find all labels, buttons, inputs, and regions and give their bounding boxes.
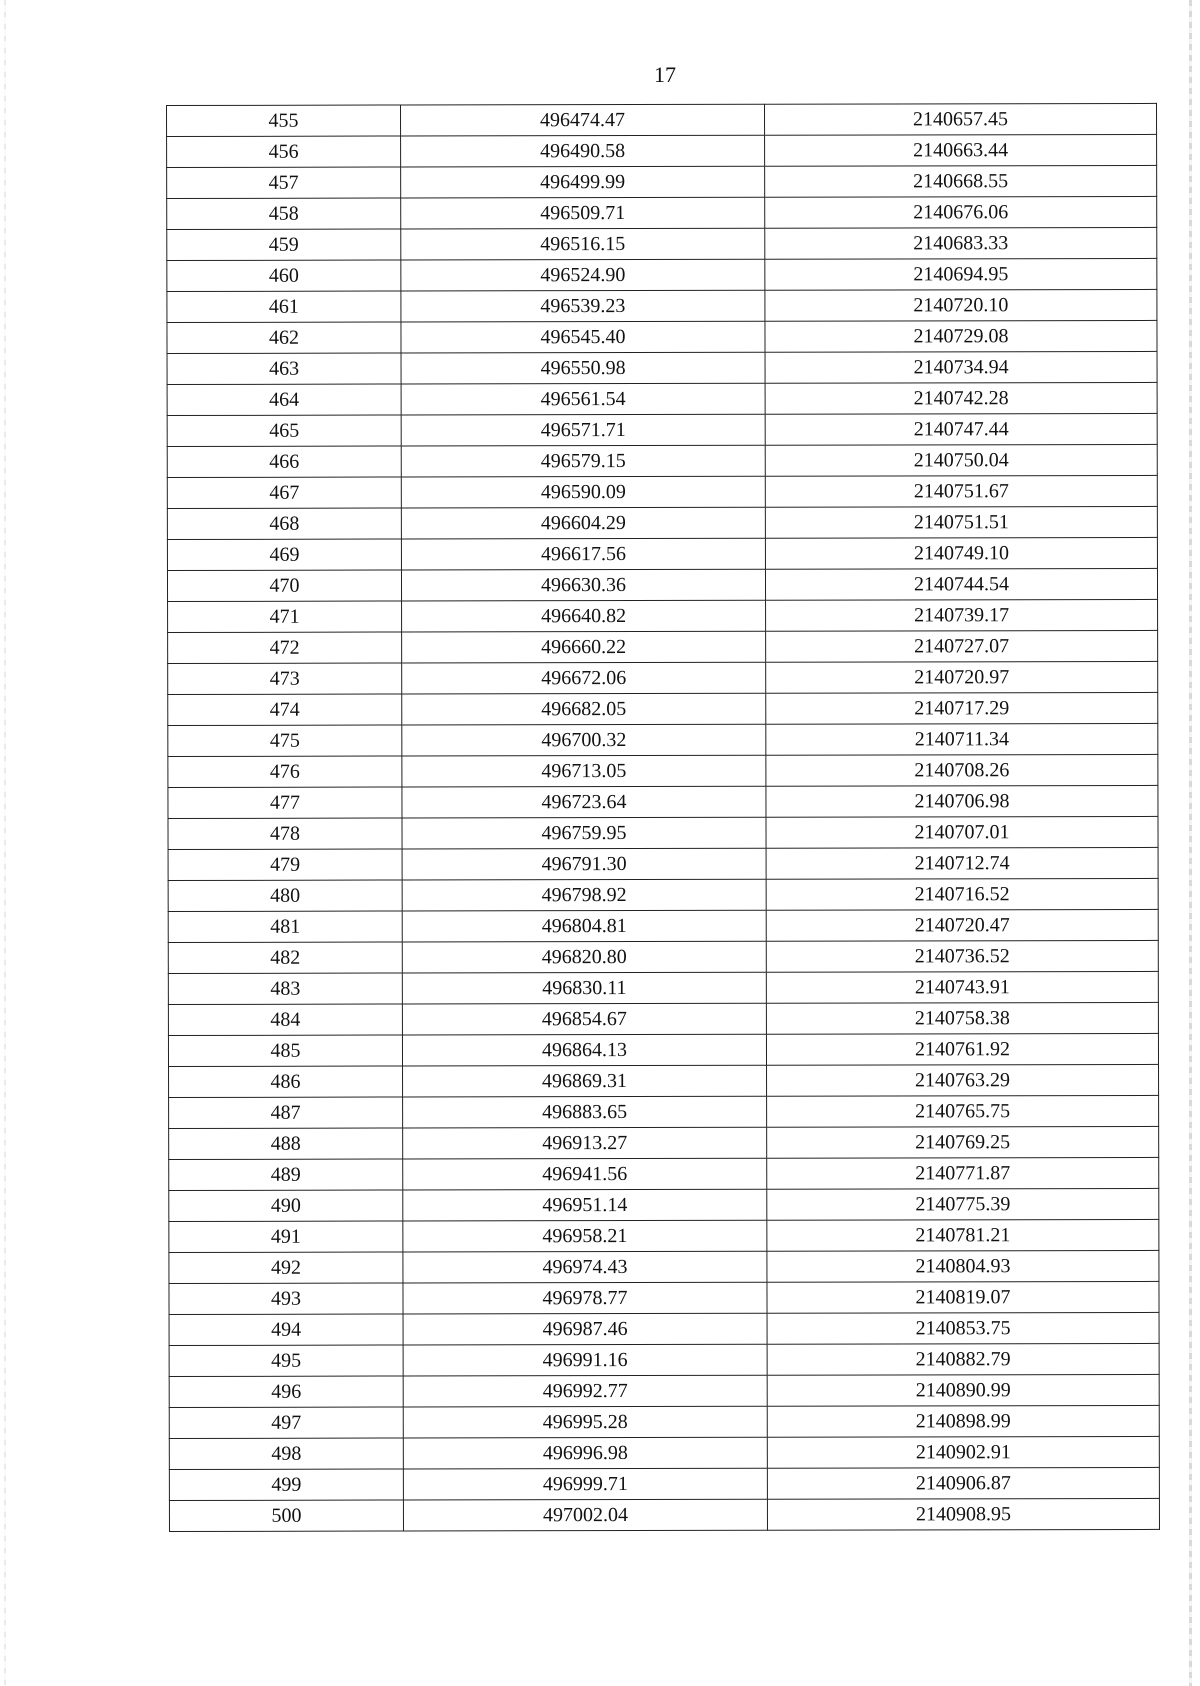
x-coordinate-cell: 496987.46 — [403, 1313, 767, 1345]
y-coordinate-cell: 2140734.94 — [765, 351, 1157, 383]
point-number-cell: 469 — [167, 539, 401, 570]
point-number-cell: 458 — [167, 198, 401, 229]
table-row — [169, 1219, 1159, 1252]
point-number-cell: 495 — [169, 1345, 403, 1376]
point-number-cell: 493 — [169, 1283, 403, 1314]
table-row — [167, 196, 1157, 229]
table-row — [168, 599, 1158, 632]
point-number-cell: 483 — [168, 973, 402, 1004]
point-number-cell: 491 — [169, 1221, 403, 1252]
table-row — [168, 909, 1158, 942]
table-row — [167, 103, 1157, 136]
y-coordinate-cell: 2140750.04 — [765, 444, 1157, 476]
table-row — [167, 413, 1157, 446]
point-number-cell: 486 — [169, 1066, 403, 1097]
x-coordinate-cell: 496830.11 — [402, 972, 766, 1004]
table-row — [169, 1095, 1159, 1128]
x-coordinate-cell: 496798.92 — [402, 879, 766, 911]
table-row — [168, 723, 1158, 756]
y-coordinate-cell: 2140720.97 — [766, 661, 1158, 693]
x-coordinate-cell: 496995.28 — [403, 1406, 767, 1438]
y-coordinate-cell: 2140908.95 — [767, 1498, 1159, 1530]
x-coordinate-cell: 496524.90 — [401, 259, 765, 291]
table-row — [167, 258, 1157, 291]
x-coordinate-cell: 496561.54 — [401, 383, 765, 415]
y-coordinate-cell: 2140781.21 — [767, 1219, 1159, 1251]
table-row — [168, 847, 1158, 880]
scan-edge-right — [1189, 0, 1192, 1686]
table-row — [169, 1064, 1159, 1097]
x-coordinate-cell: 496992.77 — [403, 1375, 767, 1407]
point-number-cell: 479 — [168, 849, 402, 880]
point-number-cell: 487 — [169, 1097, 403, 1128]
x-coordinate-cell: 496864.13 — [402, 1034, 766, 1066]
table-row — [167, 444, 1157, 477]
y-coordinate-cell: 2140663.44 — [765, 134, 1157, 166]
table-row — [169, 1188, 1159, 1221]
point-number-cell: 473 — [168, 663, 402, 694]
page-number: 17 — [654, 62, 676, 87]
x-coordinate-cell: 496958.21 — [403, 1220, 767, 1252]
x-coordinate-cell: 496854.67 — [402, 1003, 766, 1035]
table-row — [167, 227, 1157, 260]
y-coordinate-cell: 2140761.92 — [766, 1033, 1158, 1065]
x-coordinate-cell: 496545.40 — [401, 321, 765, 353]
point-number-cell: 463 — [167, 353, 401, 384]
table-row — [167, 165, 1157, 198]
point-number-cell: 482 — [168, 942, 402, 973]
table-row — [167, 568, 1157, 601]
y-coordinate-cell: 2140657.45 — [764, 103, 1156, 135]
point-number-cell: 455 — [167, 105, 401, 136]
table-row — [168, 785, 1158, 818]
table-row — [168, 816, 1158, 849]
table-row — [169, 1405, 1159, 1438]
y-coordinate-cell: 2140720.47 — [766, 909, 1158, 941]
table-row — [168, 754, 1158, 787]
point-number-cell: 462 — [167, 322, 401, 353]
point-number-cell: 465 — [167, 415, 401, 446]
x-coordinate-cell: 496974.43 — [403, 1251, 767, 1283]
x-coordinate-cell: 496941.56 — [403, 1158, 767, 1190]
y-coordinate-cell: 2140902.91 — [767, 1436, 1159, 1468]
y-coordinate-cell: 2140717.29 — [766, 692, 1158, 724]
y-coordinate-cell: 2140708.26 — [766, 754, 1158, 786]
x-coordinate-cell: 496759.95 — [402, 817, 766, 849]
point-number-cell: 472 — [168, 632, 402, 663]
point-number-cell: 467 — [167, 477, 401, 508]
y-coordinate-cell: 2140751.67 — [765, 475, 1157, 507]
point-number-cell: 499 — [169, 1469, 403, 1500]
x-coordinate-cell: 496869.31 — [403, 1065, 767, 1097]
point-number-cell: 490 — [169, 1190, 403, 1221]
y-coordinate-cell: 2140742.28 — [765, 382, 1157, 414]
point-number-cell: 492 — [169, 1252, 403, 1283]
table-row — [167, 351, 1157, 384]
y-coordinate-cell: 2140739.17 — [766, 599, 1158, 631]
x-coordinate-cell: 496660.22 — [402, 631, 766, 663]
point-number-cell: 496 — [169, 1376, 403, 1407]
y-coordinate-cell: 2140707.01 — [766, 816, 1158, 848]
coordinate-table-body — [167, 103, 1160, 1531]
x-coordinate-cell: 496991.16 — [403, 1344, 767, 1376]
x-coordinate-cell: 496682.05 — [402, 693, 766, 725]
point-number-cell: 461 — [167, 291, 401, 322]
point-number-cell: 474 — [168, 694, 402, 725]
table-row — [169, 1343, 1159, 1376]
x-coordinate-cell: 496604.29 — [401, 507, 765, 539]
point-number-cell: 476 — [168, 756, 402, 787]
point-number-cell: 475 — [168, 725, 402, 756]
point-number-cell: 466 — [167, 446, 401, 477]
x-coordinate-cell: 496820.80 — [402, 941, 766, 973]
y-coordinate-cell: 2140736.52 — [766, 940, 1158, 972]
point-number-cell: 470 — [167, 570, 401, 601]
x-coordinate-cell: 496978.77 — [403, 1282, 767, 1314]
point-number-cell: 464 — [167, 384, 401, 415]
y-coordinate-cell: 2140720.10 — [765, 289, 1157, 321]
point-number-cell: 500 — [169, 1500, 403, 1531]
x-coordinate-cell: 496499.99 — [401, 166, 765, 198]
x-coordinate-cell: 496509.71 — [401, 197, 765, 229]
y-coordinate-cell: 2140712.74 — [766, 847, 1158, 879]
table-row — [167, 506, 1157, 539]
x-coordinate-cell: 496883.65 — [403, 1096, 767, 1128]
x-coordinate-cell: 496791.30 — [402, 848, 766, 880]
table-row — [169, 1126, 1159, 1159]
x-coordinate-cell: 496804.81 — [402, 910, 766, 942]
point-number-cell: 494 — [169, 1314, 403, 1345]
y-coordinate-cell: 2140819.07 — [767, 1281, 1159, 1313]
y-coordinate-cell: 2140744.54 — [765, 568, 1157, 600]
y-coordinate-cell: 2140775.39 — [767, 1188, 1159, 1220]
y-coordinate-cell: 2140890.99 — [767, 1374, 1159, 1406]
x-coordinate-cell: 496713.05 — [402, 755, 766, 787]
table-row — [169, 1281, 1159, 1314]
y-coordinate-cell: 2140694.95 — [765, 258, 1157, 290]
x-coordinate-cell: 496590.09 — [401, 476, 765, 508]
table-row — [169, 1250, 1159, 1283]
x-coordinate-cell: 496913.27 — [403, 1127, 767, 1159]
table-row — [168, 1033, 1158, 1066]
point-number-cell: 488 — [169, 1128, 403, 1159]
x-coordinate-cell: 496640.82 — [402, 600, 766, 632]
y-coordinate-cell: 2140804.93 — [767, 1250, 1159, 1282]
y-coordinate-cell: 2140758.38 — [766, 1002, 1158, 1034]
table-row — [167, 382, 1157, 415]
point-number-cell: 477 — [168, 787, 402, 818]
point-number-cell: 459 — [167, 229, 401, 260]
point-number-cell: 489 — [169, 1159, 403, 1190]
x-coordinate-cell: 496996.98 — [403, 1437, 767, 1469]
coordinate-table — [166, 103, 1160, 1532]
point-number-cell: 471 — [168, 601, 402, 632]
x-coordinate-cell: 496539.23 — [401, 290, 765, 322]
point-number-cell: 498 — [169, 1438, 403, 1469]
y-coordinate-cell: 2140749.10 — [765, 537, 1157, 569]
table-row — [169, 1312, 1159, 1345]
x-coordinate-cell: 496700.32 — [402, 724, 766, 756]
table-row — [168, 878, 1158, 911]
table-row — [168, 940, 1158, 973]
x-coordinate-cell: 496516.15 — [401, 228, 765, 260]
x-coordinate-cell: 496571.71 — [401, 414, 765, 446]
point-number-cell: 481 — [168, 911, 402, 942]
table-row — [167, 537, 1157, 570]
table-row — [168, 630, 1158, 663]
table-row — [168, 661, 1158, 694]
x-coordinate-cell: 496672.06 — [402, 662, 766, 694]
x-coordinate-cell: 496723.64 — [402, 786, 766, 818]
point-number-cell: 478 — [168, 818, 402, 849]
y-coordinate-cell: 2140765.75 — [767, 1095, 1159, 1127]
point-number-cell: 468 — [167, 508, 401, 539]
table-row — [168, 971, 1158, 1004]
y-coordinate-cell: 2140751.51 — [765, 506, 1157, 538]
y-coordinate-cell: 2140747.44 — [765, 413, 1157, 445]
point-number-cell: 485 — [168, 1035, 402, 1066]
scan-edge-left — [4, 0, 6, 1686]
y-coordinate-cell: 2140769.25 — [767, 1126, 1159, 1158]
y-coordinate-cell: 2140706.98 — [766, 785, 1158, 817]
x-coordinate-cell: 496617.56 — [401, 538, 765, 570]
y-coordinate-cell: 2140906.87 — [767, 1467, 1159, 1499]
y-coordinate-cell: 2140898.99 — [767, 1405, 1159, 1437]
y-coordinate-cell: 2140711.34 — [766, 723, 1158, 755]
y-coordinate-cell: 2140676.06 — [765, 196, 1157, 228]
table-row — [167, 134, 1157, 167]
y-coordinate-cell: 2140668.55 — [765, 165, 1157, 197]
point-number-cell: 480 — [168, 880, 402, 911]
table-row — [169, 1498, 1159, 1531]
y-coordinate-cell: 2140683.33 — [765, 227, 1157, 259]
point-number-cell: 456 — [167, 136, 401, 167]
point-number-cell: 460 — [167, 260, 401, 291]
y-coordinate-cell: 2140729.08 — [765, 320, 1157, 352]
y-coordinate-cell: 2140882.79 — [767, 1343, 1159, 1375]
x-coordinate-cell: 496999.71 — [403, 1468, 767, 1500]
table-row — [169, 1436, 1159, 1469]
x-coordinate-cell: 496630.36 — [401, 569, 765, 601]
table-row — [169, 1374, 1159, 1407]
y-coordinate-cell: 2140853.75 — [767, 1312, 1159, 1344]
table-row — [169, 1157, 1159, 1190]
table-row — [167, 289, 1157, 322]
x-coordinate-cell: 496951.14 — [403, 1189, 767, 1221]
y-coordinate-cell: 2140727.07 — [766, 630, 1158, 662]
x-coordinate-cell: 496550.98 — [401, 352, 765, 384]
y-coordinate-cell: 2140743.91 — [766, 971, 1158, 1003]
table-row — [169, 1467, 1159, 1500]
x-coordinate-cell: 496474.47 — [401, 104, 765, 136]
table-row — [167, 320, 1157, 353]
table-row — [168, 692, 1158, 725]
table-row — [167, 475, 1157, 508]
point-number-cell: 457 — [167, 167, 401, 198]
x-coordinate-cell: 497002.04 — [403, 1499, 767, 1531]
y-coordinate-cell: 2140763.29 — [767, 1064, 1159, 1096]
point-number-cell: 484 — [168, 1004, 402, 1035]
x-coordinate-cell: 496490.58 — [401, 135, 765, 167]
x-coordinate-cell: 496579.15 — [401, 445, 765, 477]
y-coordinate-cell: 2140716.52 — [766, 878, 1158, 910]
y-coordinate-cell: 2140771.87 — [767, 1157, 1159, 1189]
table-row — [168, 1002, 1158, 1035]
point-number-cell: 497 — [169, 1407, 403, 1438]
